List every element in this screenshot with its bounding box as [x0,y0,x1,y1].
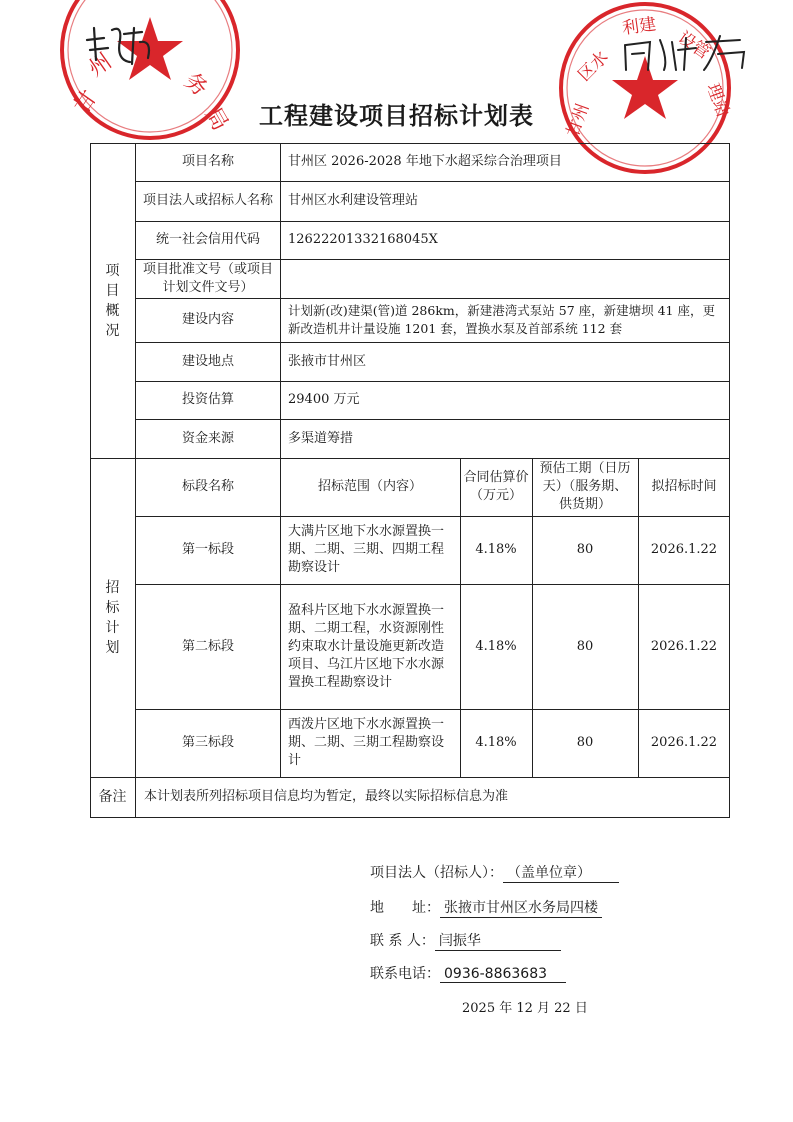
signature-right [620,27,760,75]
footer-contact-value: 闫振华 [435,930,561,951]
svg-text:甘州: 甘州 [562,100,594,140]
svg-text:设管: 设管 [674,27,714,64]
footer-legal-value: （盖单位章） [503,862,619,883]
header-price: 合同估算价（万元） [463,470,529,503]
footer-address [370,897,602,918]
footer-address-value: 张掖市甘州区水务局四楼 [440,897,602,918]
overview-label: 项目法人或招标人名称 [142,193,273,208]
overview-label: 项目名称 [181,154,234,169]
overview-label: 资金来源 [181,430,234,446]
footer-phone-label: 联系电话： [370,966,440,982]
footer-phone-value: 0936-8863683 [440,966,566,983]
signature-left [82,20,162,70]
table-row-time: 2026.1.22 [650,542,718,557]
overview-label: 投资估算 [181,392,234,407]
svg-text:局: 局 [199,103,233,136]
footer-contact [370,930,561,951]
table-row-period: 80 [576,638,594,654]
table-row-scope: 大满片区地下水水源置换一期、二期、三期、四期工程勘察设计 [288,524,445,575]
table-row-name: 第三标段 [181,735,234,750]
table-row-name: 第二标段 [181,638,234,654]
svg-text:甘: 甘 [69,86,103,119]
remarks-text: 本计划表所列招标项目信息均为暂定，最终以实际招标信息为准 [144,789,509,804]
table-row-period: 80 [576,542,594,557]
header-period: 预估工期（日历天）（服务期、供货期） [539,461,631,512]
overview-value: 计划新(改)建渠(管)道 286km，新建港湾式泵站 57 座，新建塘坝 41 座，更新改造机井计量设施 1201 套，置换水泵及首部系统 112 套 [288,303,715,336]
overview-label: 项目批准文号（或项目计划文件文号） [142,261,273,295]
remarks-label: 备注 [98,789,127,805]
table-row-price: 4.18% [475,735,517,750]
header-time: 拟招标时间 [651,479,717,494]
overview-label: 统一社会信用代码 [155,232,260,247]
table-row-period: 80 [576,735,594,750]
table-row-scope: 西泼片区地下水水源置换一期、二期、三期工程勘察设计 [288,717,445,768]
overview-value: 甘州区 2026-2028 年地下水超采综合治理项目 [288,154,562,169]
footer-address-label: 地 址： [370,900,440,916]
footer-legal [370,862,619,883]
svg-text:区水: 区水 [574,47,613,86]
document-date: 2025 年 12 月 22 日 [462,1001,588,1016]
svg-text:理站: 理站 [702,80,733,120]
overview-value: 甘州区水利建设管理站 [288,193,419,208]
table-row-scope: 盈科片区地下水水源置换一期、二期工程，水资源刚性约束取水计量设施更新改造项目、乌江片区地下水水源置换工程勘察设计 [288,602,445,690]
footer-phone [370,963,566,983]
page-title: 工程建设项目招标计划表 [259,102,534,130]
svg-text:利建: 利建 [620,14,658,39]
section-label-bidding: 招标计划 [105,579,120,656]
table-row-name: 第一标段 [181,542,234,557]
overview-label: 建设地点 [181,353,234,369]
svg-text:州: 州 [84,48,117,82]
footer-contact-label: 联 系 人： [370,933,435,949]
table-row-time: 2026.1.22 [650,638,718,654]
table-row-price: 4.18% [475,542,517,557]
section-label-overview: 项目概况 [105,262,120,339]
table-row-price: 4.18% [475,638,517,654]
footer-legal-label: 项目法人（招标人）： [370,865,503,881]
bid-plan-table [90,143,730,818]
overview-value: 多渠道筹措 [288,430,354,446]
overview-value: 29400 万元 [288,392,360,407]
overview-label: 建设内容 [181,312,234,327]
table-row-time: 2026.1.22 [650,735,718,750]
overview-value: 12622201332168045X [288,232,438,247]
svg-text:务: 务 [179,68,213,102]
header-scope: 招标范围（内容） [317,479,422,494]
header-section-name: 标段名称 [181,479,234,494]
overview-value: 张掖市甘州区 [288,353,367,369]
overview-value [288,259,724,298]
